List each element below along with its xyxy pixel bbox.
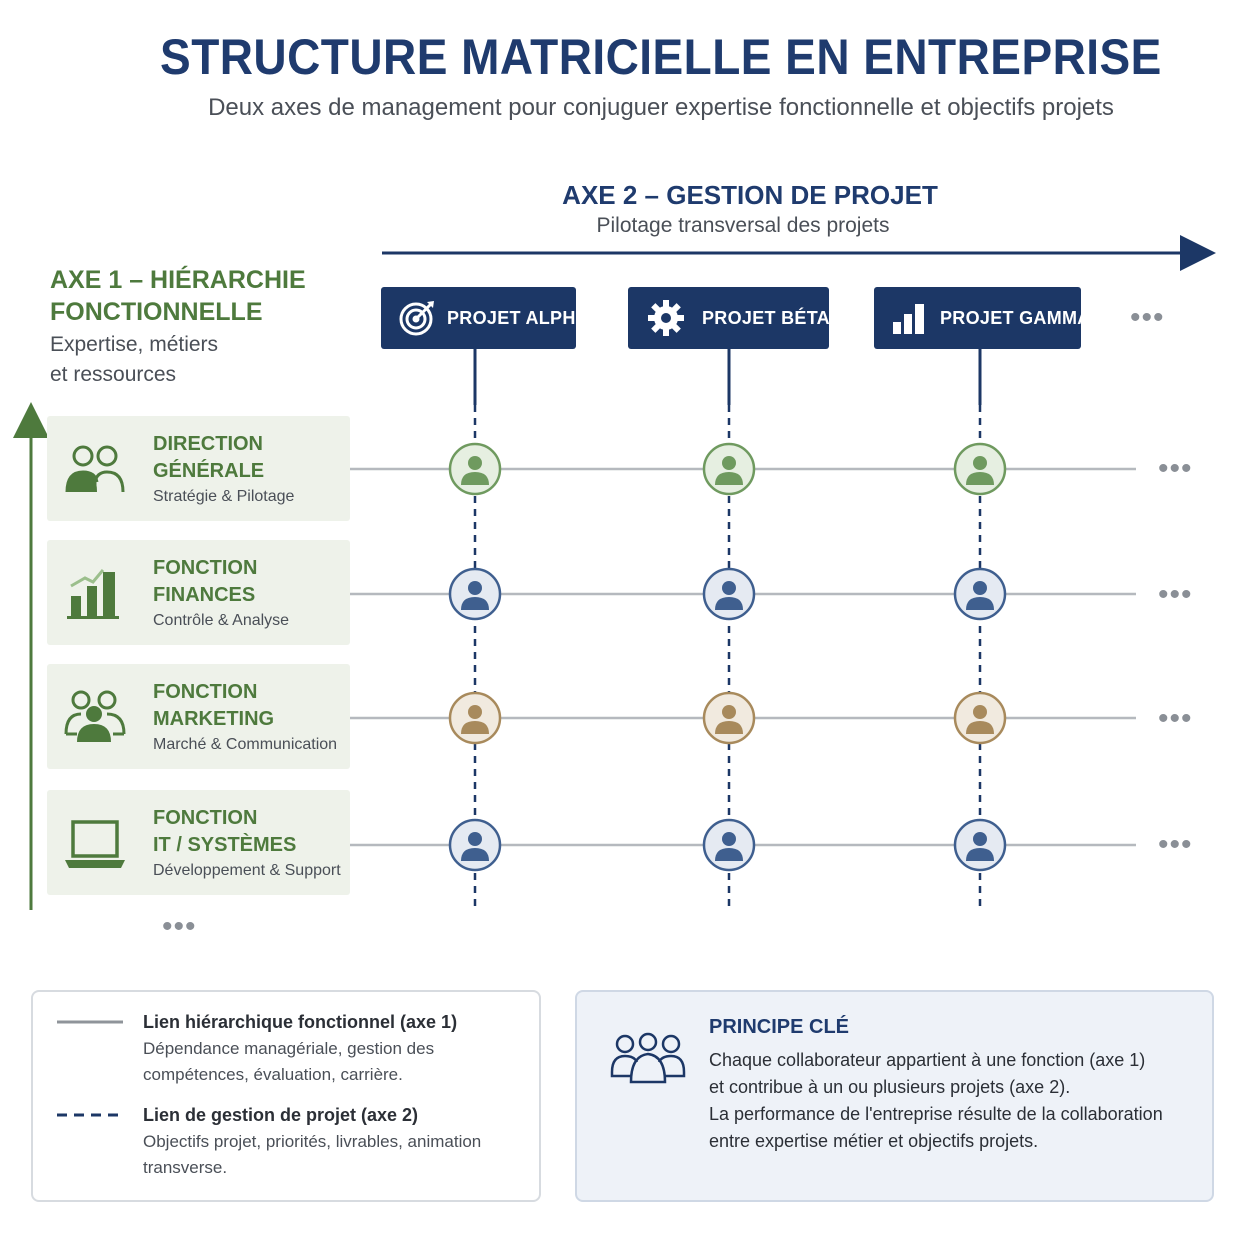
- page-subtitle: Deux axes de management pour conjuguer expertise fonctionnelle et objectifs projets: [208, 94, 1114, 121]
- legend-line2-title: Lien de gestion de projet (axe 2): [143, 1105, 419, 1125]
- person-icon: [468, 581, 482, 595]
- person-node[interactable]: [955, 444, 1005, 494]
- group-icon: [63, 690, 127, 746]
- person-node[interactable]: [450, 693, 500, 743]
- function-card[interactable]: [47, 540, 350, 645]
- person-node[interactable]: [704, 693, 754, 743]
- principle-text: [709, 1047, 1209, 1155]
- function-card[interactable]: [47, 416, 350, 521]
- person-node[interactable]: [955, 693, 1005, 743]
- function-name-line2: GÉNÉRALE: [153, 460, 265, 482]
- people-icon: [63, 442, 127, 498]
- row-more-indicator: •••: [1158, 828, 1193, 861]
- axis2-subtitle: Pilotage transversal des projets: [596, 214, 890, 237]
- function-name: [153, 805, 343, 859]
- function-name-line1: FONCTION: [153, 681, 258, 703]
- person-icon: [973, 456, 987, 470]
- matrix-nodes: [450, 444, 1005, 870]
- axis2-title: AXE 2 – GESTION DE PROJET: [562, 180, 938, 210]
- person-icon: [722, 832, 736, 846]
- function-name-line2: FINANCES: [153, 584, 256, 606]
- laptop-icon: [63, 816, 127, 872]
- principle-title: PRINCIPE CLÉ: [709, 1016, 850, 1038]
- function-name-line2: MARKETING: [153, 708, 275, 730]
- person-icon: [468, 832, 482, 846]
- function-description: Développement & Support: [153, 862, 341, 879]
- axis1-subtitle-line1: Expertise, métiers: [50, 333, 219, 356]
- project-beta-box[interactable]: [628, 287, 829, 349]
- principle-line: La performance de l'entreprise résulte de la collaboration: [709, 1104, 1163, 1124]
- legend-box: [31, 990, 541, 1202]
- project-alpha-box[interactable]: [381, 287, 589, 349]
- person-node[interactable]: [704, 444, 754, 494]
- project-beta-label: PROJET BÉTA: [702, 307, 830, 328]
- principle-box: [575, 990, 1214, 1202]
- person-node[interactable]: [704, 820, 754, 870]
- more-projects-indicator: •••: [1130, 301, 1165, 334]
- person-icon: [722, 705, 736, 719]
- project-alpha-label: PROJET ALPHA: [447, 307, 589, 328]
- function-name-line2: IT / SYSTÈMES: [153, 834, 297, 856]
- function-name: [153, 431, 343, 485]
- principle-line: Chaque collaborateur appartient à une fonction (axe 1): [709, 1050, 1146, 1070]
- page-title: STRUCTURE MATRICIELLE EN ENTREPRISE: [160, 29, 1162, 85]
- row-more-indicator: •••: [1158, 578, 1193, 611]
- person-icon: [468, 456, 482, 470]
- row-more-indicator: •••: [1158, 452, 1193, 485]
- function-name: [153, 679, 343, 733]
- person-icon: [468, 705, 482, 719]
- person-node[interactable]: [450, 444, 500, 494]
- axis1-title-line1: AXE 1 – HIÉRARCHIE: [50, 266, 306, 294]
- legend-line1-desc: Dépendance managériale, gestion des compétences, évaluation, carrière.: [143, 1039, 435, 1084]
- person-node[interactable]: [450, 569, 500, 619]
- person-node[interactable]: [955, 820, 1005, 870]
- person-node[interactable]: [704, 569, 754, 619]
- function-name: [153, 555, 343, 609]
- team-icon: [609, 1032, 687, 1086]
- axis1-subtitle-line2: et ressources: [50, 363, 177, 386]
- principle-line: et contribue à un ou plusieurs projets (axe 2).: [709, 1077, 1071, 1097]
- person-node[interactable]: [955, 569, 1005, 619]
- function-name-line1: FONCTION: [153, 557, 258, 579]
- function-description: Marché & Communication: [153, 736, 338, 753]
- legend-line1-title: Lien hiérarchique fonctionnel (axe 1): [143, 1012, 458, 1032]
- bar-chart-icon: [890, 298, 930, 338]
- person-icon: [722, 456, 736, 470]
- person-icon: [973, 581, 987, 595]
- row-more-indicator: •••: [1158, 702, 1193, 735]
- bar-chart-icon: [63, 566, 127, 622]
- person-icon: [722, 581, 736, 595]
- legend-line2-desc: Objectifs projet, priorités, livrables, animation transverse.: [143, 1132, 482, 1177]
- target-icon: [397, 298, 437, 338]
- function-description: Stratégie & Pilotage: [153, 488, 295, 505]
- function-description: Contrôle & Analyse: [153, 612, 290, 629]
- person-icon: [973, 705, 987, 719]
- person-icon: [973, 832, 987, 846]
- gear-icon: [646, 298, 686, 338]
- more-functions-indicator: •••: [162, 910, 197, 943]
- function-name-line1: DIRECTION: [153, 433, 263, 455]
- function-card[interactable]: [47, 790, 350, 895]
- principle-line: entre expertise métier et objectifs projets.: [709, 1131, 1039, 1151]
- function-card[interactable]: [47, 664, 350, 769]
- dashed-line-sample: [57, 1113, 127, 1117]
- project-gamma-box[interactable]: [874, 287, 1091, 349]
- person-node[interactable]: [450, 820, 500, 870]
- axis1-title-line2: FONCTIONNELLE: [50, 298, 263, 326]
- project-gamma-label: PROJET GAMMA: [940, 307, 1091, 328]
- solid-line-sample: [57, 1020, 127, 1024]
- function-name-line1: FONCTION: [153, 807, 258, 829]
